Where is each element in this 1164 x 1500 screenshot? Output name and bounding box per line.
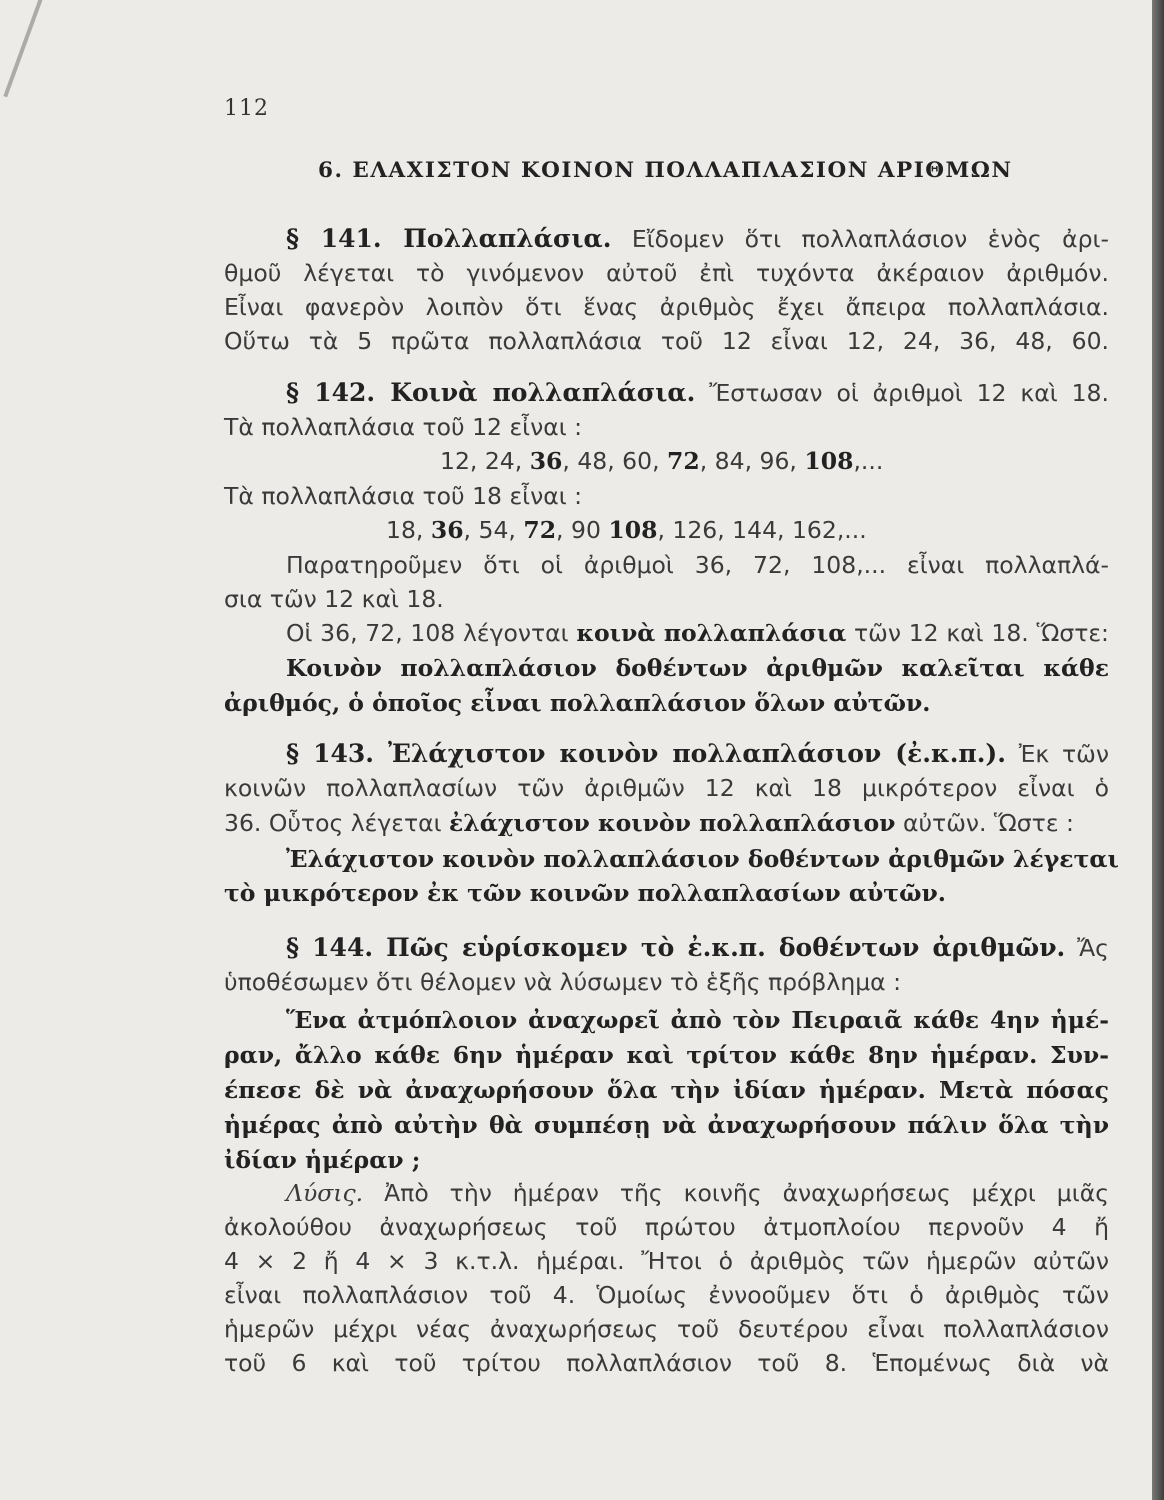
s142-definition-2: ἀριθμός, ὁ ὁποῖος εἶναι πολλαπλάσιον ὅλων αὐτῶν. [224,689,931,717]
s141-line-2: θμοῦ λέγεται τὸ γινόμενον αὐτοῦ ἐπὶ τυχόντα ἀκέραιον ἀριθμόν. [224,259,1109,287]
solution-line-3: 4 × 2 ἤ 4 × 3 κ.τ.λ. ἡμέραι. Ἤτοι ὁ ἀριθμὸς τῶν ἡμερῶν αὐτῶν [224,1247,1109,1275]
s144-heading: § 144. Πῶς εὑρίσκομεν τὸ ἐ.κ.π. δοθέντων ἀριθμῶν. [286,933,1066,962]
s143-line-3: 36. Οὗτος λέγεται ἐλάχιστον κοινὸν πολλαπλάσιον αὐτῶν. Ὥστε : [224,809,1074,837]
s143-line-2: κοινῶν πολλαπλασίων τῶν ἀριθμῶν 12 καὶ 18 μικρότερον εἶναι ὁ [224,774,1109,802]
s142-line-1 [224,376,1109,410]
s141-line-1 [224,222,1109,256]
scan-artifact [3,0,44,97]
problem-line-3: έπεσε δὲ νὰ ἀναχωρήσουν ὅλα τὴν ἰδίαν ἡμέραν. Μετὰ πόσας [224,1076,1109,1104]
solution-line-4: εἶναι πολλαπλάσιον τοῦ 4. Ὁμοίως ἐννοοῦμεν ὅτι ὁ ἀριθμὸς τῶν [224,1281,1109,1309]
chapter-title: 6. ΕΛΑΧΙΣΤΟΝ ΚΟΙΝΟΝ ΠΟΛΛΑΠΛΑΣΙΟΝ ΑΡΙΘΜΩΝ [318,158,1013,183]
s142-definition-1: Κοινὸν πολλαπλάσιον δοθέντων ἀριθμῶν καλεῖται κάθε [286,654,1109,682]
s141-line-3: Εἶναι φανερὸν λοιπὸν ὅτι ἕνας ἀριθμὸς ἔχει ἄπειρα πολλαπλάσια. [224,293,1109,321]
problem-line-5: ἰδίαν ἡμέραν ; [224,1146,421,1174]
s144-text: Ἄς [1077,934,1109,962]
s143-definition-2: τὸ μικρότερον ἐκ τῶν κοινῶν πολλαπλασίων αὐτῶν. [224,879,946,907]
multiples-of-12: 12, 24, 36, 48, 60, 72, 84, 96, 108,... [440,447,884,475]
s143-heading: § 143. Ἐλάχιστον κοινὸν πολλαπλάσιον (ἐ.κ.π.). [286,739,1006,768]
s141-heading: § 141. Πολλαπλάσια. [286,224,612,253]
s142-line-5: σια τῶν 12 καὶ 18. [224,585,444,613]
s141-text: Εἴδομεν ὅτι πολλαπλάσιον ἑνὸς ἀρι- [631,225,1109,253]
s141-line-4: Οὕτω τὰ 5 πρῶτα πολλαπλάσια τοῦ 12 εἶναι 12, 24, 36, 48, 60. [224,327,1109,355]
page-edge [1152,0,1164,1500]
s142-line-6: Οἱ 36, 72, 108 λέγονται κοινὰ πολλαπλάσια τῶν 12 καὶ 18. Ὥστε: [286,619,1109,647]
s142-heading: § 142. Κοινὰ πολλαπλάσια. [286,378,696,407]
page-number: 112 [224,96,269,121]
solution-line-1: Λύσις. Ἀπὸ τὴν ἡμέραν τῆς κοινῆς ἀναχωρήσεως μέχρι μιᾶς [286,1179,1109,1207]
solution-line-2: ἀκολούθου ἀναχωρήσεως τοῦ πρώτου ἀτμοπλοίου περνοῦν 4 ἤ [224,1213,1109,1241]
s142-text: Ἔστωσαν οἱ ἀριθμοὶ 12 καὶ 18. [709,379,1109,407]
s143-definition-1: Ἐλάχιστον κοινὸν πολλαπλάσιον δοθέντων ἀριθμῶν λέγεται [286,845,1119,873]
s143-line-1 [224,737,1109,771]
solution-line-5: ἡμερῶν μέχρι νέας ἀναχωρήσεως τοῦ δευτέρου εἶναι πολλαπλάσιον [224,1315,1109,1343]
s142-line-4: Παρατηροῦμεν ὅτι οἱ ἀριθμοὶ 36, 72, 108,... εἶναι πολλαπλά- [286,551,1109,579]
s142-line-3: Τὰ πολλαπλάσια τοῦ 18 εἶναι : [224,482,583,510]
s144-line-2: ὑποθέσωμεν ὅτι θέλομεν νὰ λύσωμεν τὸ ἑξῆς πρόβλημα : [224,968,902,996]
problem-line-4: ἡμέρας ἀπὸ αὐτὴν θὰ συμπέσῃ νὰ ἀναχωρήσουν πάλιν ὅλα τὴν [224,1111,1109,1139]
solution-line-6: τοῦ 6 καὶ τοῦ τρίτου πολλαπλάσιον τοῦ 8. Ἑπομένως διὰ νὰ [224,1349,1109,1377]
s144-line-1 [224,931,1109,965]
solution-label: Λύσις. [286,1179,364,1207]
problem-line-2: ραν, ἄλλο κάθε 6ην ἡμέραν καὶ τρίτον κάθε 8ην ἡμέραν. Συν- [224,1041,1109,1069]
multiples-of-18: 18, 36, 54, 72, 90 108, 126, 144, 162,... [386,516,867,544]
s142-line-2: Τὰ πολλαπλάσια τοῦ 12 εἶναι : [224,413,583,441]
problem-line-1: Ἕνα ἀτμόπλοιον ἀναχωρεῖ ἀπὸ τὸν Πειραιᾶ κάθε 4ην ἡμέ- [286,1006,1109,1034]
s143-text: Ἐκ τῶν [1018,740,1109,768]
